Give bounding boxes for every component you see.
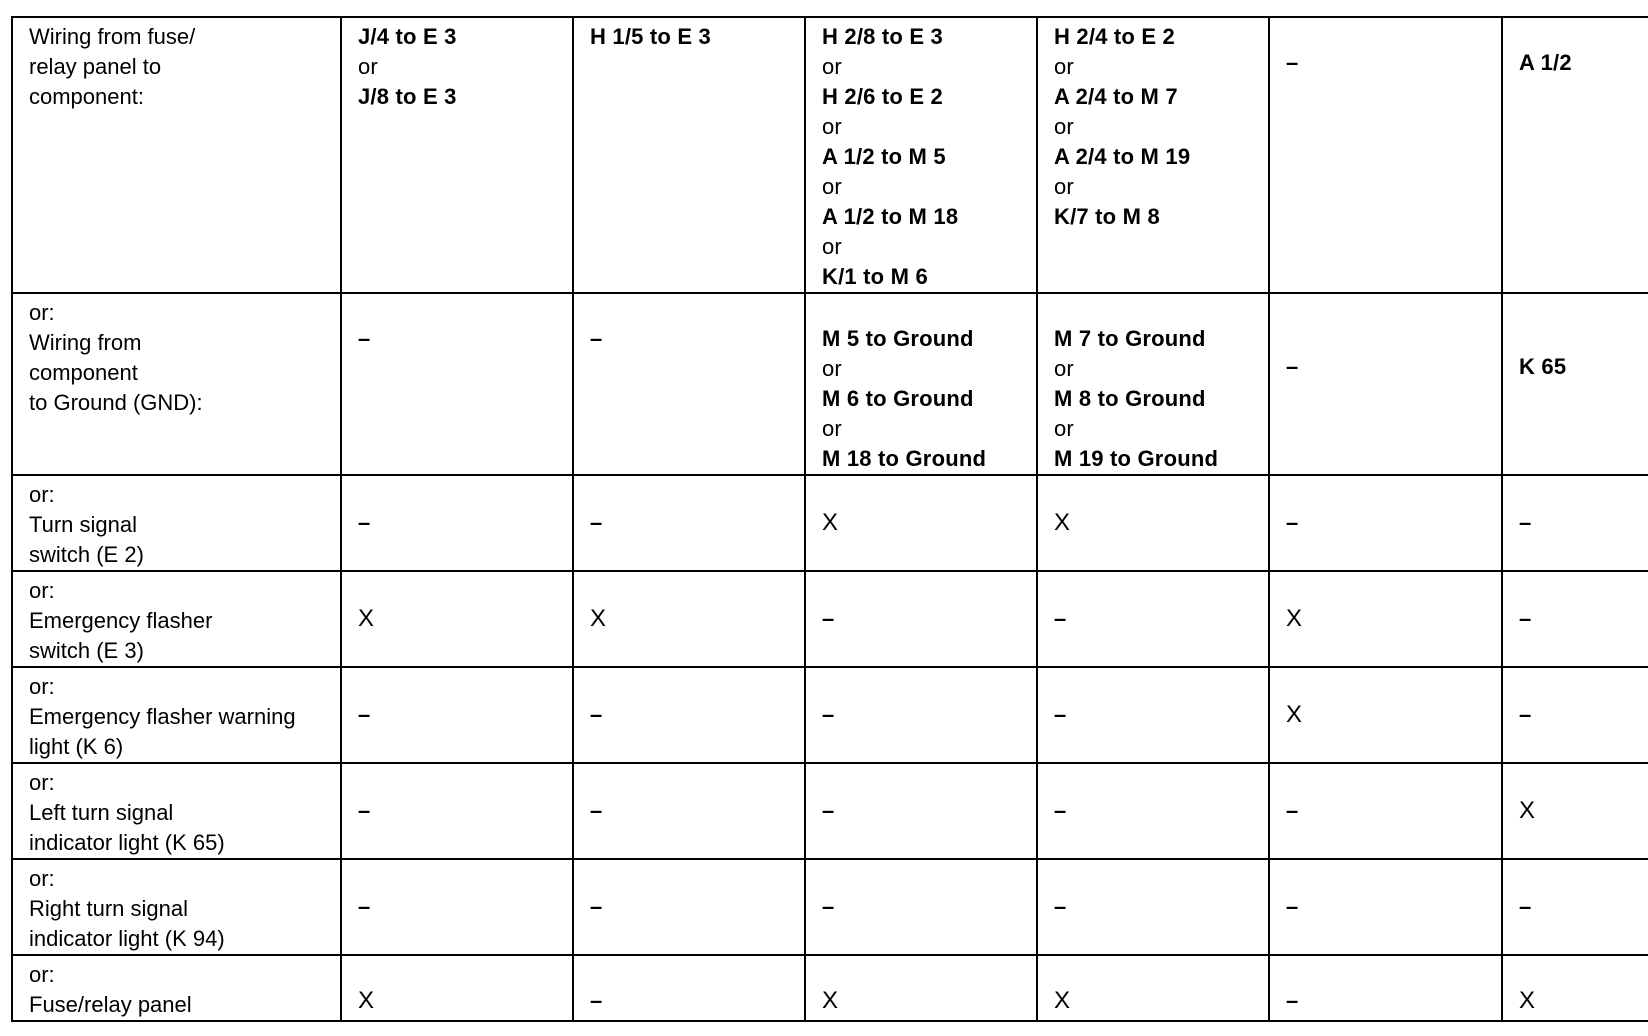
table-cell bbox=[1037, 475, 1269, 571]
x-mark: X bbox=[1519, 797, 1536, 824]
row-label-line: Emergency flasher bbox=[29, 608, 213, 633]
row-label-line: switch (E 3) bbox=[29, 638, 144, 663]
dash-mark: – bbox=[590, 988, 603, 1013]
cell-line: or bbox=[1054, 174, 1074, 199]
cell-line: M 19 to Ground bbox=[1054, 446, 1219, 471]
row-label-line: Wiring from bbox=[29, 330, 142, 355]
table-cell bbox=[573, 763, 805, 859]
dash-mark: – bbox=[1286, 894, 1299, 919]
cell-line: M 5 to Ground bbox=[822, 326, 974, 351]
table-row-right-turn-signal-indicator bbox=[12, 859, 1648, 955]
dash-mark: – bbox=[590, 798, 603, 823]
dash-mark: – bbox=[822, 702, 835, 727]
table-cell bbox=[341, 763, 573, 859]
cell-line: K 65 bbox=[1519, 354, 1567, 379]
table-cell bbox=[805, 763, 1037, 859]
dash-mark: – bbox=[358, 702, 371, 727]
dash-mark: – bbox=[822, 798, 835, 823]
cell-line: A 2/4 to M 19 bbox=[1054, 144, 1191, 169]
cell-line: A 1/2 bbox=[1519, 50, 1572, 75]
table-cell bbox=[805, 293, 1037, 475]
row-label-line: light (K 6) bbox=[29, 734, 124, 759]
dash-mark: – bbox=[1286, 988, 1299, 1013]
cell-line: or bbox=[1054, 114, 1074, 139]
table-row-fuse-relay-panel bbox=[12, 955, 1648, 1021]
cell-line: H 2/6 to E 2 bbox=[822, 84, 943, 109]
row-label bbox=[12, 955, 341, 1021]
row-label bbox=[12, 475, 341, 571]
table-cell bbox=[1037, 667, 1269, 763]
x-mark: X bbox=[1054, 509, 1071, 536]
dash-mark: – bbox=[1286, 354, 1299, 379]
row-label-line: Wiring from fuse/ bbox=[29, 24, 196, 49]
dash-mark: – bbox=[590, 326, 603, 351]
x-mark: X bbox=[1286, 701, 1303, 728]
table-row-fuse-panel-to-component bbox=[12, 17, 1648, 293]
dash-mark: – bbox=[822, 606, 835, 631]
dash-mark: – bbox=[358, 510, 371, 535]
table-cell bbox=[341, 667, 573, 763]
dash-mark: – bbox=[1286, 510, 1299, 535]
dash-mark: – bbox=[1519, 606, 1532, 631]
x-mark: X bbox=[822, 987, 839, 1014]
dash-mark: – bbox=[590, 702, 603, 727]
table-cell bbox=[805, 667, 1037, 763]
row-label bbox=[12, 17, 341, 293]
table-cell bbox=[1269, 17, 1502, 293]
row-label-line: indicator light (K 65) bbox=[29, 830, 225, 855]
row-label bbox=[12, 667, 341, 763]
table-cell bbox=[341, 859, 573, 955]
row-label-line: indicator light (K 94) bbox=[29, 926, 225, 951]
wiring-table bbox=[11, 16, 1648, 1022]
row-label bbox=[12, 571, 341, 667]
table-cell bbox=[573, 475, 805, 571]
wiring-table-body bbox=[12, 17, 1648, 1021]
x-mark: X bbox=[822, 509, 839, 536]
row-label-line: or: bbox=[29, 300, 55, 325]
table-cell bbox=[1502, 475, 1648, 571]
table-cell bbox=[1037, 293, 1269, 475]
table-cell bbox=[341, 293, 573, 475]
table-row-left-turn-signal-indicator bbox=[12, 763, 1648, 859]
cell-line: or bbox=[822, 356, 842, 381]
row-label-line: component: bbox=[29, 84, 144, 109]
table-cell bbox=[1037, 571, 1269, 667]
cell-line: J/4 to E 3 bbox=[358, 24, 457, 49]
table-cell bbox=[1269, 475, 1502, 571]
cell-line: or bbox=[358, 54, 378, 79]
table-cell bbox=[573, 17, 805, 293]
table-cell bbox=[341, 475, 573, 571]
cell-line: K/1 to M 6 bbox=[822, 264, 928, 289]
dash-mark: – bbox=[1054, 798, 1067, 823]
row-label-line: component bbox=[29, 360, 138, 385]
table-cell bbox=[1269, 763, 1502, 859]
table-cell bbox=[1269, 955, 1502, 1021]
row-label bbox=[12, 293, 341, 475]
row-label-line: relay panel to bbox=[29, 54, 162, 79]
x-mark: X bbox=[358, 987, 375, 1014]
row-label-line: or: bbox=[29, 770, 55, 795]
row-label-line: or: bbox=[29, 482, 55, 507]
x-mark: X bbox=[1054, 987, 1071, 1014]
cell-line: H 1/5 to E 3 bbox=[590, 24, 711, 49]
row-label-line: Right turn signal bbox=[29, 896, 188, 921]
table-cell bbox=[573, 293, 805, 475]
table-cell bbox=[341, 571, 573, 667]
dash-mark: – bbox=[358, 798, 371, 823]
dash-mark: – bbox=[1519, 894, 1532, 919]
dash-mark: – bbox=[1519, 702, 1532, 727]
row-label-line: or: bbox=[29, 674, 55, 699]
row-label-line: Left turn signal bbox=[29, 800, 174, 825]
table-cell bbox=[1037, 955, 1269, 1021]
dash-mark: – bbox=[822, 894, 835, 919]
table-cell bbox=[573, 667, 805, 763]
cell-line: or bbox=[822, 174, 842, 199]
dash-mark: – bbox=[1286, 798, 1299, 823]
cell-line: or bbox=[1054, 54, 1074, 79]
row-label-line: Turn signal bbox=[29, 512, 138, 537]
x-mark: X bbox=[590, 605, 607, 632]
table-cell bbox=[1037, 763, 1269, 859]
cell-line: or bbox=[1054, 416, 1074, 441]
table-cell bbox=[1502, 293, 1648, 475]
cell-line: M 7 to Ground bbox=[1054, 326, 1206, 351]
table-cell bbox=[805, 859, 1037, 955]
table-row-emergency-flasher-switch bbox=[12, 571, 1648, 667]
table-cell bbox=[1269, 571, 1502, 667]
cell-line: or bbox=[822, 416, 842, 441]
table-cell bbox=[805, 955, 1037, 1021]
x-mark: X bbox=[1519, 987, 1536, 1014]
table-cell bbox=[1037, 859, 1269, 955]
table-cell bbox=[341, 955, 573, 1021]
row-label-line: to Ground (GND): bbox=[29, 390, 203, 415]
table-cell bbox=[1502, 763, 1648, 859]
table-cell bbox=[573, 859, 805, 955]
dash-mark: – bbox=[358, 894, 371, 919]
dash-mark: – bbox=[590, 894, 603, 919]
cell-line: A 1/2 to M 5 bbox=[822, 144, 946, 169]
cell-line: A 2/4 to M 7 bbox=[1054, 84, 1178, 109]
row-label-line: switch (E 2) bbox=[29, 542, 144, 567]
dash-mark: – bbox=[590, 510, 603, 535]
cell-line: or bbox=[822, 114, 842, 139]
dash-mark: – bbox=[1054, 702, 1067, 727]
table-cell bbox=[1502, 667, 1648, 763]
table-row-turn-signal-switch bbox=[12, 475, 1648, 571]
table-cell bbox=[573, 955, 805, 1021]
cell-line: or bbox=[822, 54, 842, 79]
cell-line: H 2/8 to E 3 bbox=[822, 24, 943, 49]
table-cell bbox=[341, 17, 573, 293]
row-label-line: Emergency flasher warning bbox=[29, 704, 296, 729]
cell-line: M 6 to Ground bbox=[822, 386, 974, 411]
cell-line: or bbox=[1054, 356, 1074, 381]
table-cell bbox=[573, 571, 805, 667]
dash-mark: – bbox=[1054, 894, 1067, 919]
dash-mark: – bbox=[358, 326, 371, 351]
table-cell bbox=[1269, 667, 1502, 763]
x-mark: X bbox=[358, 605, 375, 632]
table-cell bbox=[1269, 293, 1502, 475]
table-cell bbox=[805, 17, 1037, 293]
cell-line: M 18 to Ground bbox=[822, 446, 987, 471]
table-cell bbox=[1502, 571, 1648, 667]
table-cell bbox=[1502, 955, 1648, 1021]
row-label-line: or: bbox=[29, 866, 55, 891]
cell-line: K/7 to M 8 bbox=[1054, 204, 1160, 229]
table-cell bbox=[805, 571, 1037, 667]
table-cell bbox=[1037, 17, 1269, 293]
table-row-component-to-ground bbox=[12, 293, 1648, 475]
cell-line: or bbox=[822, 234, 842, 259]
dash-mark: – bbox=[1286, 50, 1299, 75]
cell-line: J/8 to E 3 bbox=[358, 84, 457, 109]
cell-line: A 1/2 to M 18 bbox=[822, 204, 959, 229]
dash-mark: – bbox=[1054, 606, 1067, 631]
row-label-line: or: bbox=[29, 962, 55, 987]
table-cell bbox=[805, 475, 1037, 571]
x-mark: X bbox=[1286, 605, 1303, 632]
table-cell bbox=[1502, 17, 1648, 293]
table-row-emergency-flasher-warning-light bbox=[12, 667, 1648, 763]
row-label bbox=[12, 859, 341, 955]
dash-mark: – bbox=[1519, 510, 1532, 535]
cell-line: M 8 to Ground bbox=[1054, 386, 1206, 411]
row-label-line: or: bbox=[29, 578, 55, 603]
row-label-line: Fuse/relay panel bbox=[29, 992, 192, 1017]
row-label bbox=[12, 763, 341, 859]
table-cell bbox=[1269, 859, 1502, 955]
table-cell bbox=[1502, 859, 1648, 955]
cell-line: H 2/4 to E 2 bbox=[1054, 24, 1175, 49]
